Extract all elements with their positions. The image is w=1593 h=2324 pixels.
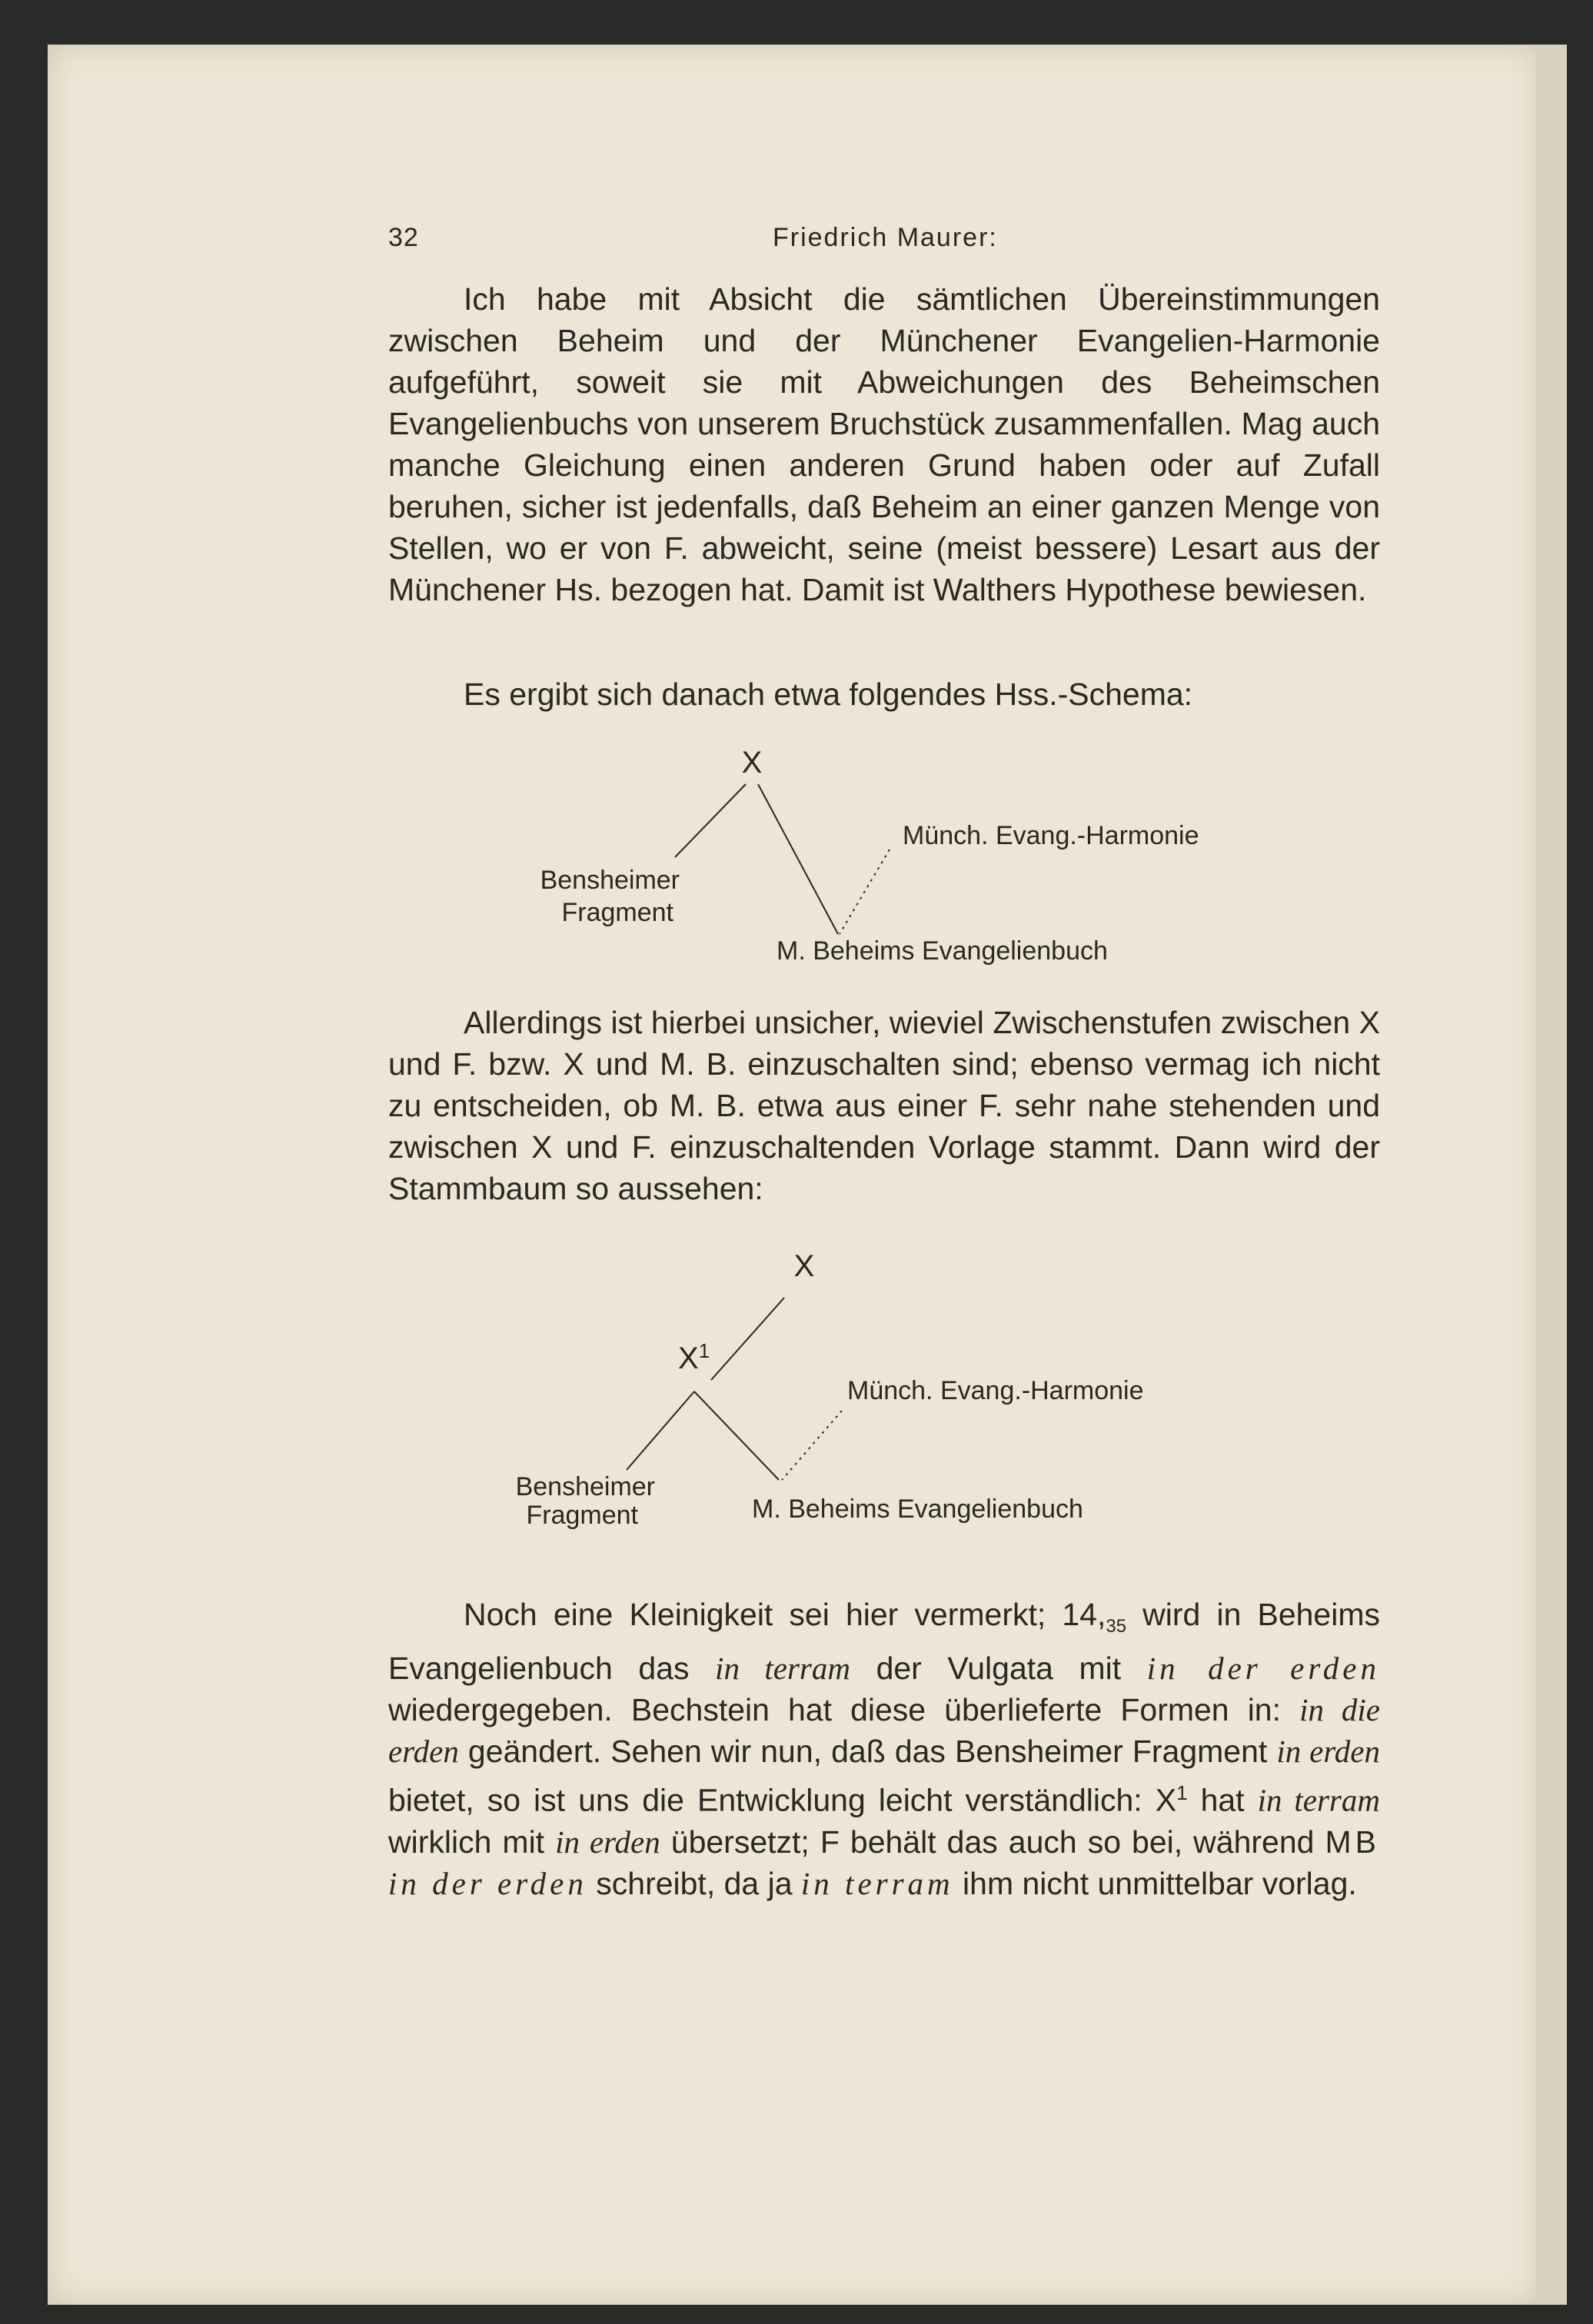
page-edge (1536, 45, 1567, 2305)
paragraph-3: Allerdings ist hierbei unsicher, wieviel Zwischenstufen zwischen X und F. bzw. X und M. B. einzuschalten sind; ebenso vermag ich nicht zu entscheiden, ob M. B. etwa aus einer F. sehr nahe stehenden und zwischen X und F. einzuschaltenden Vorlage stammt. Dann wird der Stammbaum so aussehen: (388, 1005, 1380, 1206)
stemma1-root: X (741, 746, 763, 780)
stemma1-edge-left (675, 784, 746, 857)
running-header (388, 223, 1388, 261)
paragraph-4: Noch eine Kleinigkeit sei hier vermerkt; $14,_{35}$ wird in Beheims Evangelienbuch das in terram der Vulgata mit in der erden wiedergegeben. Bechstein hat diese überlieferte Formen in: in die erden geändert. Sehen wir nun, daß das Bensheimer Fragment in erden bietet, so ist uns die Entwicklung leicht verständlich: $X^1$ hat in terram wirklich mit in erden übersetzt; F behält das auch so bei, während MB in der erden schreibt, da ja in terram ihm nicht unmittelbar vorlag. (388, 1597, 1381, 1901)
stemma2-left-label-1: Bensheimer (515, 1472, 655, 1501)
stemma2-right-label: Münch. Evang.-Harmonie (847, 1376, 1144, 1405)
paragraph-1: Ich habe mit Absicht die sämtlichen Übereinstimmungen zwischen Beheim und der Münchener Evangelien-Harmonie aufgeführt, soweit sie mit Abweichungen des Beheimschen Evangelienbuchs von unserem Bruchstück zusammenfallen. Mag auch manche Gleichung einen anderen Grund haben oder auf Zufall beruhen, sicher ist jedenfalls, daß Beheim an einer ganzen Menge von Stellen, wo er von F. abweicht, seine (meist bessere) Lesart aus der Münchener Hs. bezogen hat. Damit ist Walthers Hypothese bewiesen. (388, 281, 1380, 607)
running-title: Friedrich Maurer: (773, 223, 998, 252)
stemma1-edge-right (758, 784, 838, 934)
stemma1-right-label: Münch. Evang.-Harmonie (903, 821, 1199, 850)
stemma1-left-label-1: Bensheimer (540, 866, 680, 895)
stemma2-root: X (793, 1249, 815, 1283)
stemma1-edge-dotted (840, 849, 890, 934)
stemma2-edge-root (711, 1298, 784, 1380)
stemma-diagram-1 (492, 738, 1261, 984)
page-number: 32 (388, 223, 419, 252)
stemma2-edge-left (627, 1391, 694, 1470)
stemma2-edge-right (694, 1391, 779, 1480)
stemma2-edge-dotted (782, 1411, 842, 1480)
stemma-diagram-2 (477, 1245, 1245, 1545)
stemma2-bottom-label: M. Beheims Evangelienbuch (752, 1494, 1083, 1524)
paragraph-2: Es ergibt sich danach etwa folgendes Hss.-Schema: (464, 677, 1193, 712)
stemma2-left-label-2: Fragment (526, 1501, 638, 1530)
stemma2-intermediate: $X^1$ (678, 1339, 710, 1375)
stemma1-bottom-label: M. Beheims Evangelienbuch (777, 936, 1108, 966)
stemma1-left-label-2: Fragment (561, 898, 673, 927)
